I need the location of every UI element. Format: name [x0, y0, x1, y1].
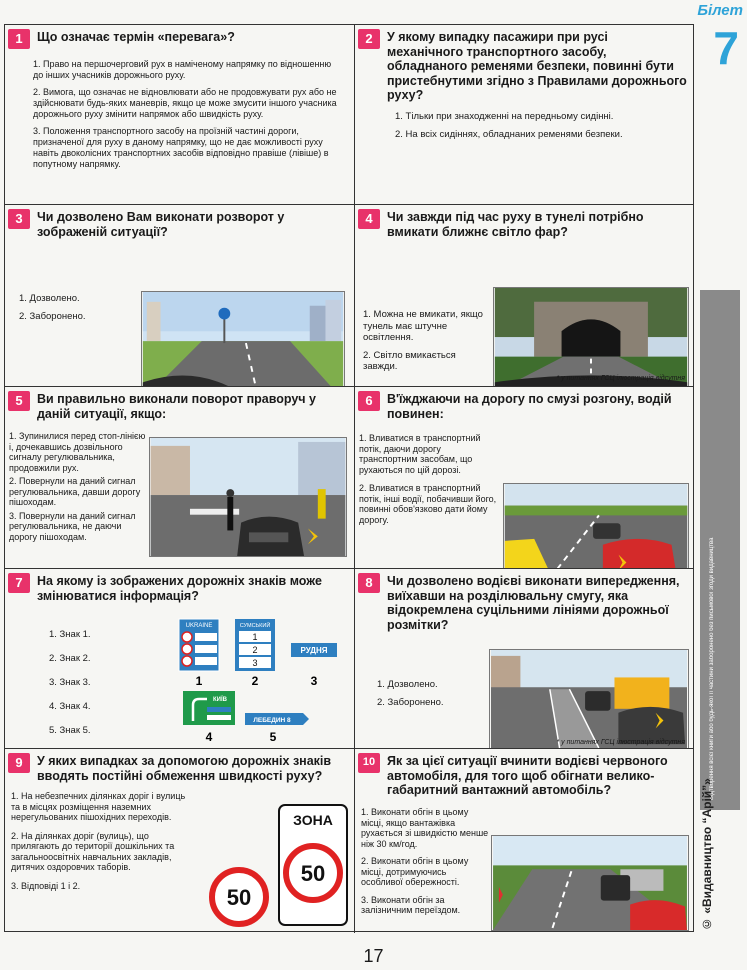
- sign-ukraine-text: UKRAINE: [185, 623, 213, 629]
- question-text: У якому випадку пасажири при русі механічного транспортного засобу, обладнаного ременями безпеки, повинні бути пристебнутими згідно з Правилами дорожнього руху?: [387, 30, 687, 102]
- sign-label-3: 3: [310, 674, 318, 688]
- answer-option[interactable]: 2. На ділянках доріг (вулиць), що прилягають до території дошкільних та загальноосвітніх навчальних закладів, дитячих оздоровчих таборів.: [11, 830, 175, 872]
- answer-options: [361, 807, 489, 919]
- answer-option[interactable]: 3. Відповіді 1 і 2.: [11, 880, 81, 891]
- answer-option[interactable]: 3. Виконати обгін за залізничним переїздом.: [361, 894, 461, 915]
- photo-note: * у питаннях ГСЦ ілюстрація відсутня: [556, 739, 685, 746]
- road-photo: [141, 291, 345, 387]
- sign-label-4: 4: [205, 730, 213, 744]
- question-number: 10: [358, 753, 380, 773]
- answer-option[interactable]: 2. Вливатися в транспортний потік, інші водії, побачивши його, повинні обов'язково дати йому дорогу.: [359, 483, 497, 525]
- answer-options: [49, 629, 149, 743]
- answer-options: [9, 431, 147, 545]
- question-6: [355, 387, 693, 569]
- sidebar-notice-text: Відтворення всієї книги або будь-якої її частини заборонено без письмової згоди видавництва: [709, 537, 715, 800]
- answer-option[interactable]: 3. Повернули на даний сигнал регулювальника, не даючи дорогу пішоходам.: [9, 510, 136, 542]
- dividing-strip-photo: [489, 649, 689, 749]
- answer-options: [11, 791, 189, 894]
- sign-row-2: 2: [252, 645, 258, 655]
- answer-option[interactable]: 3. Знак 3.: [49, 677, 91, 688]
- answer-option[interactable]: 2. На всіх сидіннях, обладнаних ременями безпеки.: [395, 128, 623, 140]
- answer-option[interactable]: 1. Тільки при знаходженні на передньому сидінні.: [395, 111, 614, 122]
- merge-lane-photo: [503, 483, 689, 569]
- answer-option[interactable]: 1. Можна не вмикати, якщо тунель має штучне освітлення.: [363, 309, 483, 343]
- tunnel-photo: [493, 287, 689, 387]
- question-2: [355, 25, 693, 205]
- question-number: 8: [358, 573, 380, 593]
- question-number: 2: [358, 29, 380, 49]
- question-text: Чи дозволено Вам виконати розворот у зображеній ситуації?: [37, 210, 285, 239]
- bilet-label: Білет: [697, 2, 743, 19]
- road-signs-figure: [177, 617, 347, 747]
- question-text: Як за цієї ситуації вчинити водієві червоного автомобіля, для того щоб обігнати велико-габаритний вантажний автомобіль?: [387, 754, 668, 797]
- sign-label-1: 1: [195, 674, 203, 688]
- answer-options: [395, 111, 683, 146]
- answer-option[interactable]: 1. Зупинилися перед стоп-лінією і, дочекавшись дозвільного сигналу регулювальника, продовжили рух.: [9, 431, 146, 473]
- question-10: [355, 749, 693, 933]
- question-text: Ви правильно виконали поворот праворуч у даній ситуації, якщо:: [37, 392, 316, 421]
- answer-options: [363, 309, 483, 379]
- answer-options: [19, 293, 139, 328]
- answer-option[interactable]: 1. Виконати обгін в цьому місці, якщо вантажівка рухається зі швидкістю менше ніж 30 км/год.: [361, 807, 489, 849]
- question-number: 9: [8, 753, 30, 773]
- question-number: 4: [358, 209, 380, 229]
- answer-option[interactable]: 1. На небезпечних ділянках доріг і вулиць та в місцях розміщення наземних нерегульованих пішохідних переходів.: [11, 791, 186, 822]
- question-9: [5, 749, 355, 933]
- answer-option[interactable]: 5. Знак 5.: [49, 725, 91, 736]
- speed-limit-text: 50: [226, 885, 252, 910]
- sign-row-1: 1: [252, 632, 258, 642]
- answer-options: [359, 433, 501, 528]
- question-number: 5: [8, 391, 30, 411]
- answer-option[interactable]: 4. Знак 4.: [49, 701, 91, 712]
- question-text: В'їжджаючи на дорогу по смузі розгону, водій повинен:: [387, 392, 672, 421]
- sign-kyiv-text: КИЇВ: [213, 697, 227, 703]
- answer-option[interactable]: 1. Дозволено.: [19, 293, 80, 304]
- photo-note: * у питаннях ГСЦ ілюстрація відсутня: [556, 375, 685, 382]
- answer-options: [33, 59, 342, 176]
- question-7: [5, 569, 355, 749]
- question-text: У яких випадках за допомогою дорожніх знаків вводять постійні обмеження швидкості руху?: [37, 754, 332, 783]
- answer-option[interactable]: 2. Заборонено.: [19, 310, 86, 322]
- answer-option[interactable]: 2. Виконати обгін в цьому місці, дотримуючись особливої обережності.: [361, 856, 469, 887]
- overtaking-photo: [491, 835, 689, 931]
- zone-speed-text: 50: [300, 861, 326, 886]
- bilet-number: 7: [713, 22, 739, 74]
- question-1: [5, 25, 355, 205]
- question-8: [355, 569, 693, 749]
- speed-signs: [201, 803, 351, 927]
- question-number: 1: [8, 29, 30, 49]
- answer-option[interactable]: 2. Заборонено.: [377, 696, 444, 708]
- intersection-photo: [149, 437, 347, 557]
- answer-option[interactable]: 3. Положення транспортного засобу на проїзній частині дороги, призначеної для руху в даному напрямку, що не дає можливості руху навіть двоколісних транспортних засобів відповідно правіше (лівіше) в попутному напрямку.: [33, 126, 329, 169]
- question-5: [5, 387, 355, 569]
- question-text: Чи дозволено водієві виконати випередження, виїхавши на розділювальну смугу, яка відокремлена суцільними лініями дорожньої розмітки?: [387, 574, 680, 632]
- publisher: © «Видавництво “Арій”»: [700, 778, 714, 932]
- question-text: Що означає термін «перевага»?: [37, 30, 235, 44]
- answer-option[interactable]: 2. Знак 2.: [49, 653, 91, 664]
- question-number: 3: [8, 209, 30, 229]
- question-text: На якому із зображених дорожніх знаків може змінюватися інформація?: [37, 574, 322, 603]
- question-number: 7: [8, 573, 30, 593]
- answer-option[interactable]: 1. Знак 1.: [49, 629, 91, 640]
- answer-option[interactable]: 1. Право на першочерговий рух в наміченому напрямку по відношенню до інших учасників дорожнього руху.: [33, 59, 332, 80]
- question-4: [355, 205, 693, 387]
- answer-option[interactable]: 1. Вливатися в транспортний потік, даючи дорогу транспортним засобам, що рухаються по цій дорозі.: [359, 433, 481, 475]
- question-number: 6: [358, 391, 380, 411]
- sign-rudnia-text: РУДНЯ: [300, 646, 328, 655]
- page-number: 17: [363, 946, 384, 966]
- sign-row-3: 3: [252, 658, 258, 668]
- question-grid: [4, 24, 694, 932]
- question-text: Чи завжди під час руху в тунелі потрібно вмикати ближнє світло фар?: [387, 210, 644, 239]
- answer-option[interactable]: 2. Світло вмикається завжди.: [363, 349, 456, 372]
- answer-option[interactable]: 1. Дозволено.: [377, 679, 438, 690]
- sign-label-2: 2: [251, 674, 259, 688]
- question-3: [5, 205, 355, 387]
- answer-option[interactable]: 2. Вимога, що означає не відновлювати або не продовжувати рух або не здійснювати будь-яких маневрів, якщо це може змусити іншого учасника дорожнього руху змінити напрямок або швидкість руху.: [33, 87, 337, 119]
- answer-option[interactable]: 2. Повернули на даний сигнал регулювальника, давши дорогу пішоходам.: [9, 476, 141, 507]
- zone-text: ЗОНА: [293, 812, 333, 828]
- sign-label-5: 5: [269, 730, 277, 744]
- answer-options: [377, 679, 487, 714]
- sign-sumy-text: СУМСЬКИЙ: [239, 623, 271, 629]
- sign-lebedyn-text: ЛЕБЕДИН 8: [253, 717, 291, 724]
